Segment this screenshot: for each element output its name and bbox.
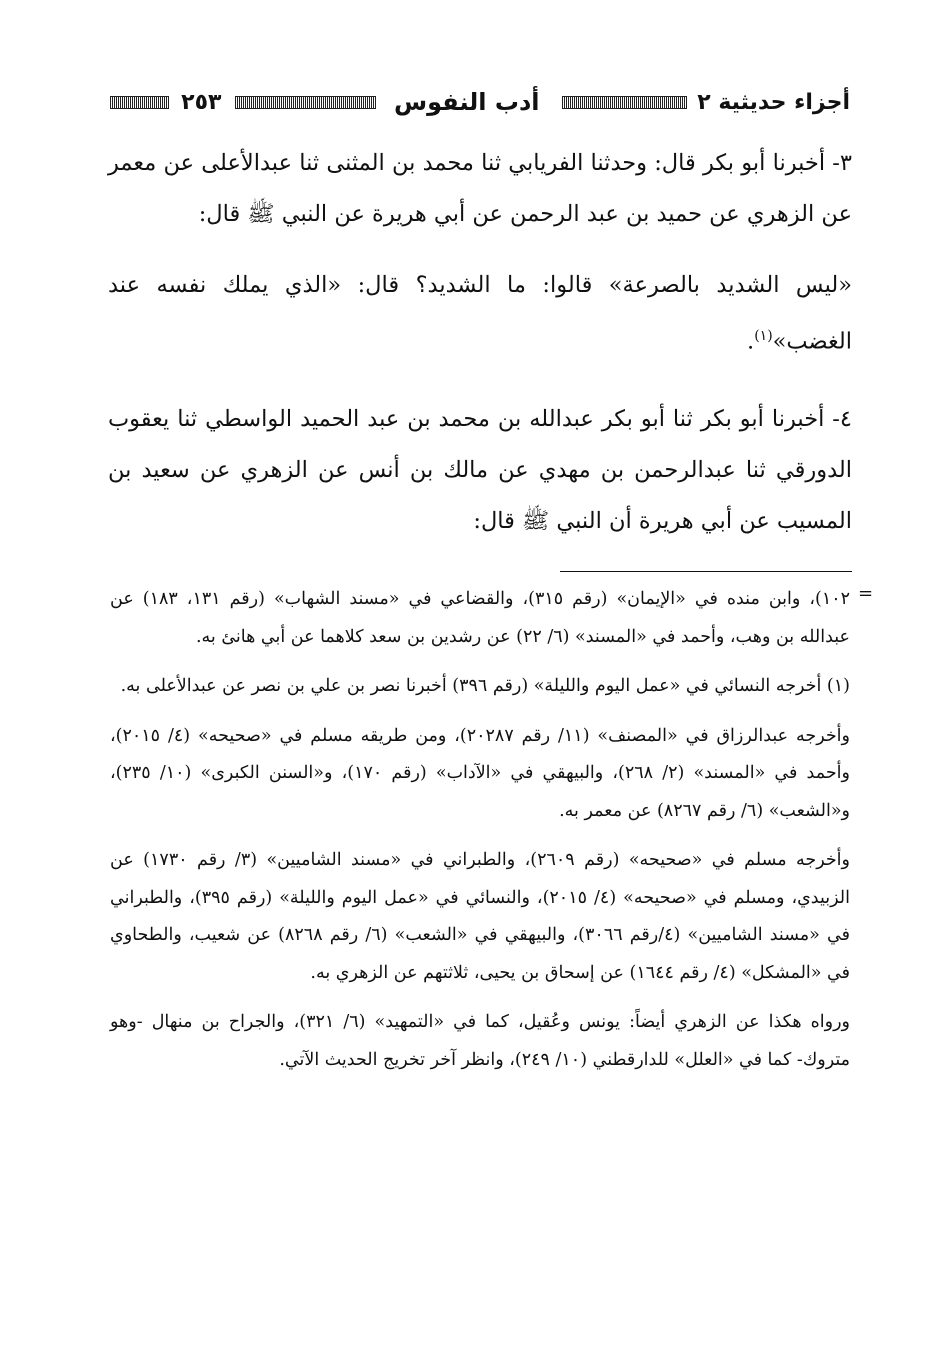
hadith-3-isnad: ٣- أخبرنا أبو بكر قال: وحدثنا الفريابي ثنا محمد بن المثنى ثنا عبدالأعلى عن معمر عن الزهري عن حميد بن عبد الرحمن عن أبي هريرة عن النبي ﷺ قال: — [108, 150, 852, 227]
running-header — [110, 82, 850, 122]
header-ornament-rule — [235, 96, 376, 109]
series-title: أجزاء حديثية ٢ — [697, 89, 850, 115]
footnote-divider — [560, 571, 852, 572]
header-ornament-rule — [110, 96, 169, 109]
footnote-ref-1: (١) — [754, 328, 773, 344]
footnote-1: (١) أخرجه النسائي في «عمل اليوم والليلة» (رقم ٣٩٦) أخبرنا نصر بن علي بن نصر عن عبدالأعلى به. — [120, 676, 850, 696]
footnote-1-para-3: وأخرجه مسلم في «صحيحه» (رقم ٢٦٠٩)، والطبراني في «مسند الشاميين» (٣/ رقم ١٧٣٠) عن الزبيدي، ومسلم في «صحيحه» (٤/ ٢٠١٥)، والنسائي في «عمل اليوم والليلة» (رقم ٣٩٥)، والطبراني في «مسند الشاميين» (٤/رقم ٣٠٦٦)، والبيهقي في «الشعب» (٦/ رقم ٨٢٦٨) عن شعيب، والطحاوي في «المشكل» (٤/ رقم ١٦٤٤) عن إسحاق بن يحيى، ثلاثتهم عن الزهري به. — [110, 850, 850, 983]
full-stop: . — [747, 328, 755, 355]
hadith-3-matn — [108, 260, 852, 368]
hadith-3-text: «ليس الشديد بالصرعة» قالوا: ما الشديد؟ قال: «الذي يملك نفسه عند الغضب» — [108, 272, 852, 355]
continuation-mark: = — [858, 583, 874, 604]
book-title: أدب النفوس — [394, 88, 540, 116]
header-ornament-rule — [562, 96, 688, 109]
footnote-1-para-2: وأخرجه عبدالرزاق في «المصنف» (١١/ رقم ٢٠٢٨٧)، ومن طريقه مسلم في «صحيحه» (٤/ ٢٠١٥)، وأحمد في «المسند» (٢/ ٢٦٨)، والبيهقي في «الآداب» (رقم ١٧٠)، و«السنن الكبرى» (١٠/ ٢٣٥)، و«الشعب» (٦/ رقم ٨٢٦٧) عن معمر به. — [110, 725, 850, 821]
main-text — [108, 138, 852, 547]
hadith-4-isnad: ٤- أخبرنا أبو بكر ثنا أبو بكر عبدالله بن محمد بن عبد الحميد الواسطي ثنا يعقوب الدورقي ثنا عبدالرحمن بن مهدي عن مالك بن أنس عن الزهري عن سعيد بن المسيب عن أبي هريرة أن النبي ﷺ قال: — [108, 405, 852, 534]
footnote-1-para-4: ورواه هكذا عن الزهري أيضاً: يونس وعُقيل، كما في «التمهيد» (٦/ ٣٢١)، والجراح بن منهال -وهو متروك- كما في «العلل» للدارقطني (١٠/ ٢٤٩)، وانظر آخر تخريج الحديث الآتي. — [110, 1012, 851, 1070]
footnotes — [110, 581, 850, 1079]
page-number: ٢٥٣ — [181, 89, 222, 115]
footnote-continuation: ١٠٢)، وابن منده في «الإيمان» (رقم ٣١٥)، والقضاعي في «مسند الشهاب» (رقم ١٣١، ١٨٣) عن عبدالله بن وهب، وأحمد في «المسند» (٦/ ٢٢) عن رشدين بن سعد كلاهما عن أبي هانئ به. — [110, 589, 851, 647]
